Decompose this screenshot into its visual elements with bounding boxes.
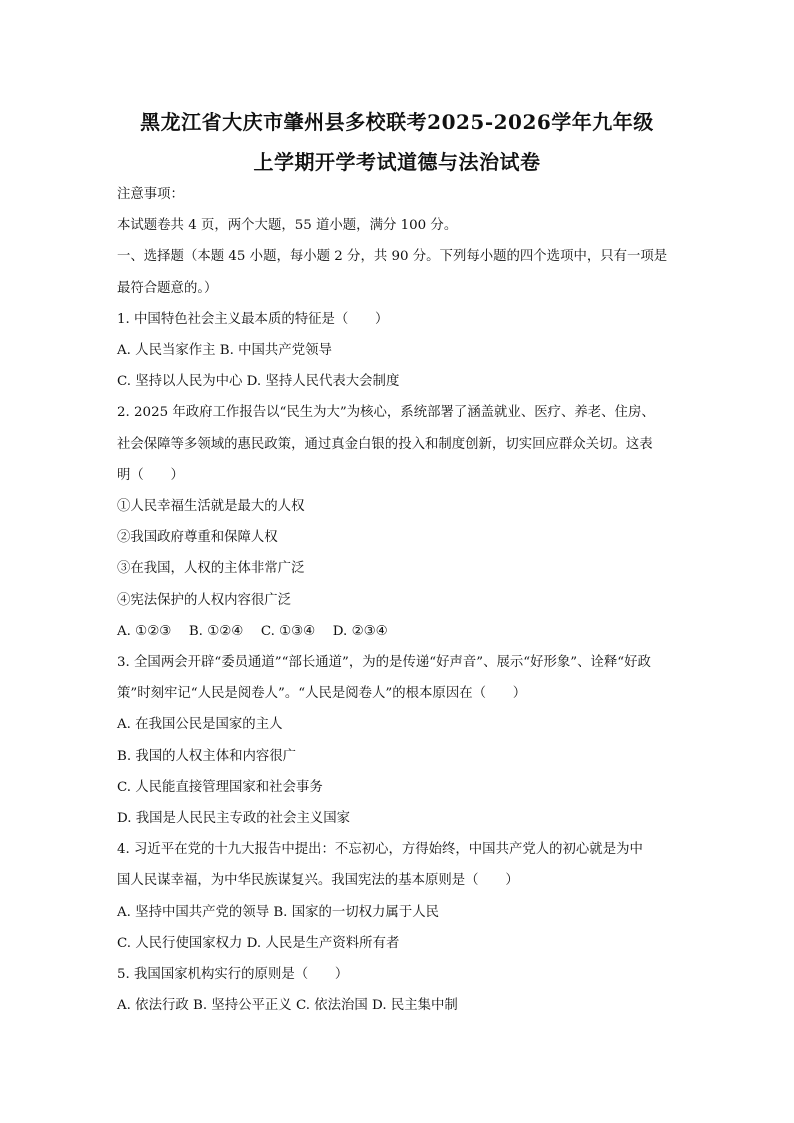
text-line: C. 坚持以人民为中心 D. 坚持人民代表大会制度 <box>117 374 400 390</box>
text-line: ①人民幸福生活就是最大的人权 <box>117 499 305 514</box>
text-line: D. 我国是人民民主专政的社会主义国家 <box>117 811 351 826</box>
text-line: 最符合题意的。） <box>117 280 218 296</box>
text-line: ④宪法保护的人权内容很广泛 <box>117 592 292 608</box>
text-line: 1. 中国特色社会主义最本质的特征是（ ） <box>117 311 389 327</box>
text-line: 策”时刻牢记“人民是阅卷人”。“人民是阅卷人”的根本原因在（ ） <box>117 686 527 702</box>
text-line: 明（ ） <box>117 467 184 483</box>
text-line: ③在我国，人权的主体非常广泛 <box>117 561 305 577</box>
text-line: A. 依法行政 B. 坚持公平正义 C. 依法治国 D. 民主集中制 <box>117 998 458 1014</box>
document-title-line-1: 黑龙江省大庆市肇州县多校联考2025-2026学年九年级 <box>140 110 654 134</box>
text-line: 2. 2025 年政府工作报告以“民生为大”为核心，系统部署了涵盖就业、医疗、养老、住房、 <box>117 405 655 421</box>
text-line: 注意事项： <box>117 187 184 202</box>
text-line: A. ①②③ B. ①②④ C. ①③④ D. ②③④ <box>117 623 388 639</box>
document-title-line-2: 上学期开学考试道德与法治试卷 <box>253 150 541 174</box>
text-line: 国人民谋幸福，为中华民族谋复兴。我国宪法的基本原则是（ ） <box>117 873 519 889</box>
text-line: 3. 全国两会开辟“委员通道”“部长通道”，为的是传递“好声音”、展示“好形象”、诠释“好政 <box>117 655 651 670</box>
text-line: 社会保障等多领域的惠民政策，通过真金白银的投入和制度创新，切实回应群众关切。这表 <box>117 436 653 452</box>
text-line: ②我国政府尊重和保障人权 <box>117 530 278 546</box>
text-line: A. 坚持中国共产党的领导 B. 国家的一切权力属于人民 <box>117 904 439 920</box>
text-line: B. 我国的人权主体和内容很广 <box>117 748 297 764</box>
text-line: A. 在我国公民是国家的主人 <box>117 717 283 733</box>
text-line: C. 人民能直接管理国家和社会事务 <box>117 779 323 795</box>
text-line: 4. 习近平在党的十九大报告中提出：不忘初心，方得始终，中国共产党人的初心就是为中 <box>117 842 643 858</box>
text-line: 一、选择题（本题 45 小题，每小题 2 分，共 90 分。下列每小题的四个选项中，只有一项是 <box>117 249 668 265</box>
text-line: C. 人民行使国家权力 D. 人民是生产资料所有者 <box>117 935 400 951</box>
text-line: 本试题卷共 4 页，两个大题，55 道小题，满分 100 分。 <box>117 218 458 234</box>
text-line: 5. 我国国家机构实行的原则是（ ） <box>117 967 349 982</box>
text-line: A. 人民当家作主 B. 中国共产党领导 <box>117 343 332 358</box>
